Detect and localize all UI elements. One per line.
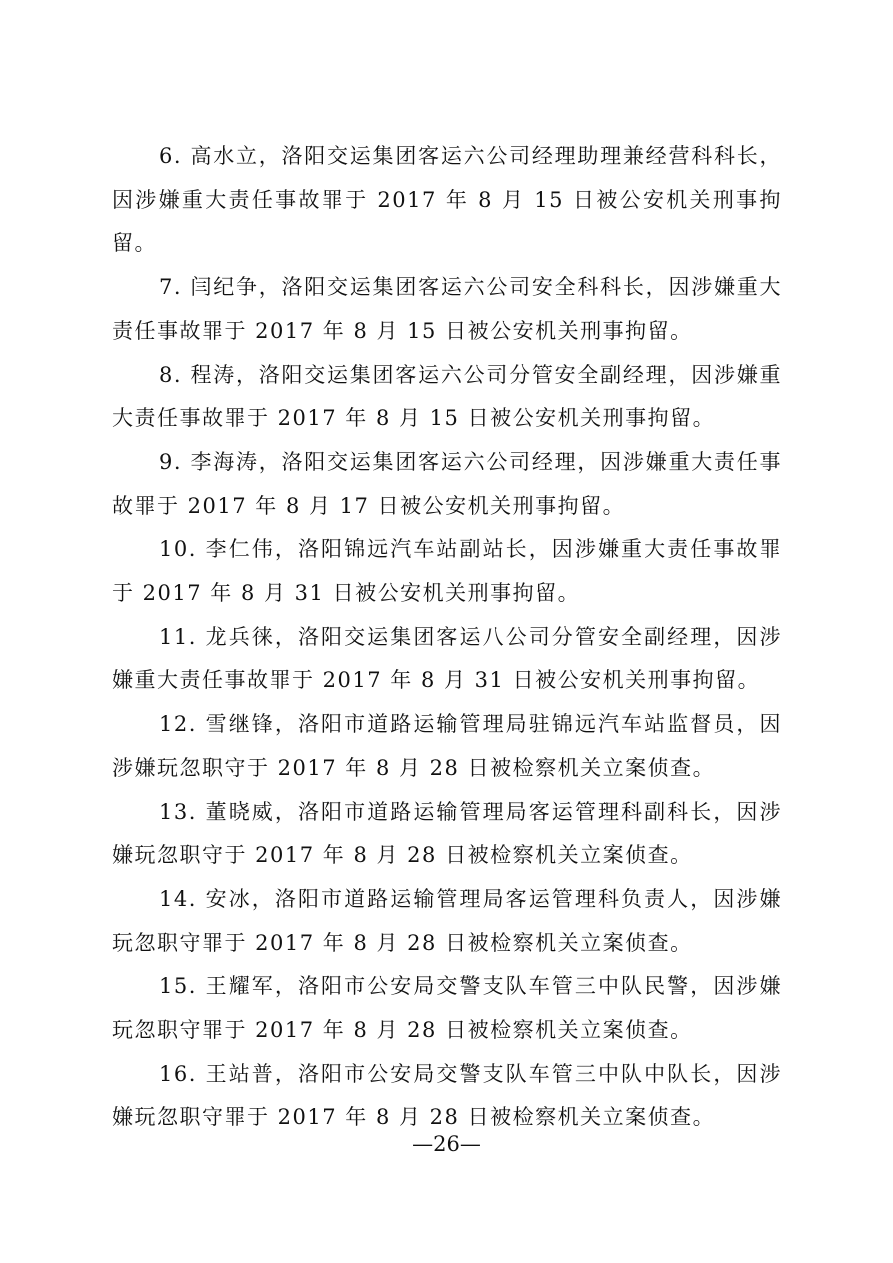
list-item: 7. 闫纪争，洛阳交运集团客运六公司安全科科长，因涉嫌重大责任事故罪于 2017 年 8 月 15 日被公安机关刑事拘留。 bbox=[112, 275, 782, 343]
list-item: 16. 王站普，洛阳市公安局交警支队车管三中队中队长，因涉嫌玩忽职守罪于 2017 年 8 月 28 日被检察机关立案侦查。 bbox=[112, 1061, 782, 1130]
list-item: 11. 龙兵徕，洛阳交运集团客运八公司分管安全副经理，因涉嫌重大责任事故罪于 2017 年 8 月 31 日被公安机关刑事拘留。 bbox=[112, 624, 782, 693]
list-item: 12. 雪继锋，洛阳市道路运输管理局驻锦远汽车站监督员，因涉嫌玩忽职守于 2017 年 8 月 28 日被检察机关立案侦查。 bbox=[112, 712, 782, 780]
page-number: —26— bbox=[412, 1132, 481, 1156]
list-item: 10. 李仁伟，洛阳锦远汽车站副站长，因涉嫌重大责任事故罪于 2017 年 8 月 31 日被公安机关刑事拘留。 bbox=[112, 537, 782, 606]
list-item: 9. 李海涛，洛阳交运集团客运六公司经理，因涉嫌重大责任事故罪于 2017 年 8 月 17 日被公安机关刑事拘留。 bbox=[112, 449, 782, 518]
list-item: 8. 程涛，洛阳交运集团客运六公司分管安全副经理，因涉嫌重大责任事故罪于 2017 年 8 月 15 日被公安机关刑事拘留。 bbox=[112, 362, 782, 431]
list-item: 14. 安冰，洛阳市道路运输管理局客运管理科负责人，因涉嫌玩忽职守罪于 2017 年 8 月 28 日被检察机关立案侦查。 bbox=[112, 886, 782, 955]
list-item: 13. 董晓威，洛阳市道路运输管理局客运管理科副科长，因涉嫌玩忽职守于 2017 年 8 月 28 日被检察机关立案侦查。 bbox=[112, 799, 782, 868]
list-item: 6. 高水立，洛阳交运集团客运六公司经理助理兼经营科科长，因涉嫌重大责任事故罪于 2017 年 8 月 15 日被公安机关刑事拘留。 bbox=[112, 144, 782, 256]
list-item: 15. 王耀军，洛阳市公安局交警支队车管三中队民警，因涉嫌玩忽职守罪于 2017 年 8 月 28 日被检察机关立案侦查。 bbox=[112, 974, 782, 1043]
document-body bbox=[112, 135, 782, 1140]
